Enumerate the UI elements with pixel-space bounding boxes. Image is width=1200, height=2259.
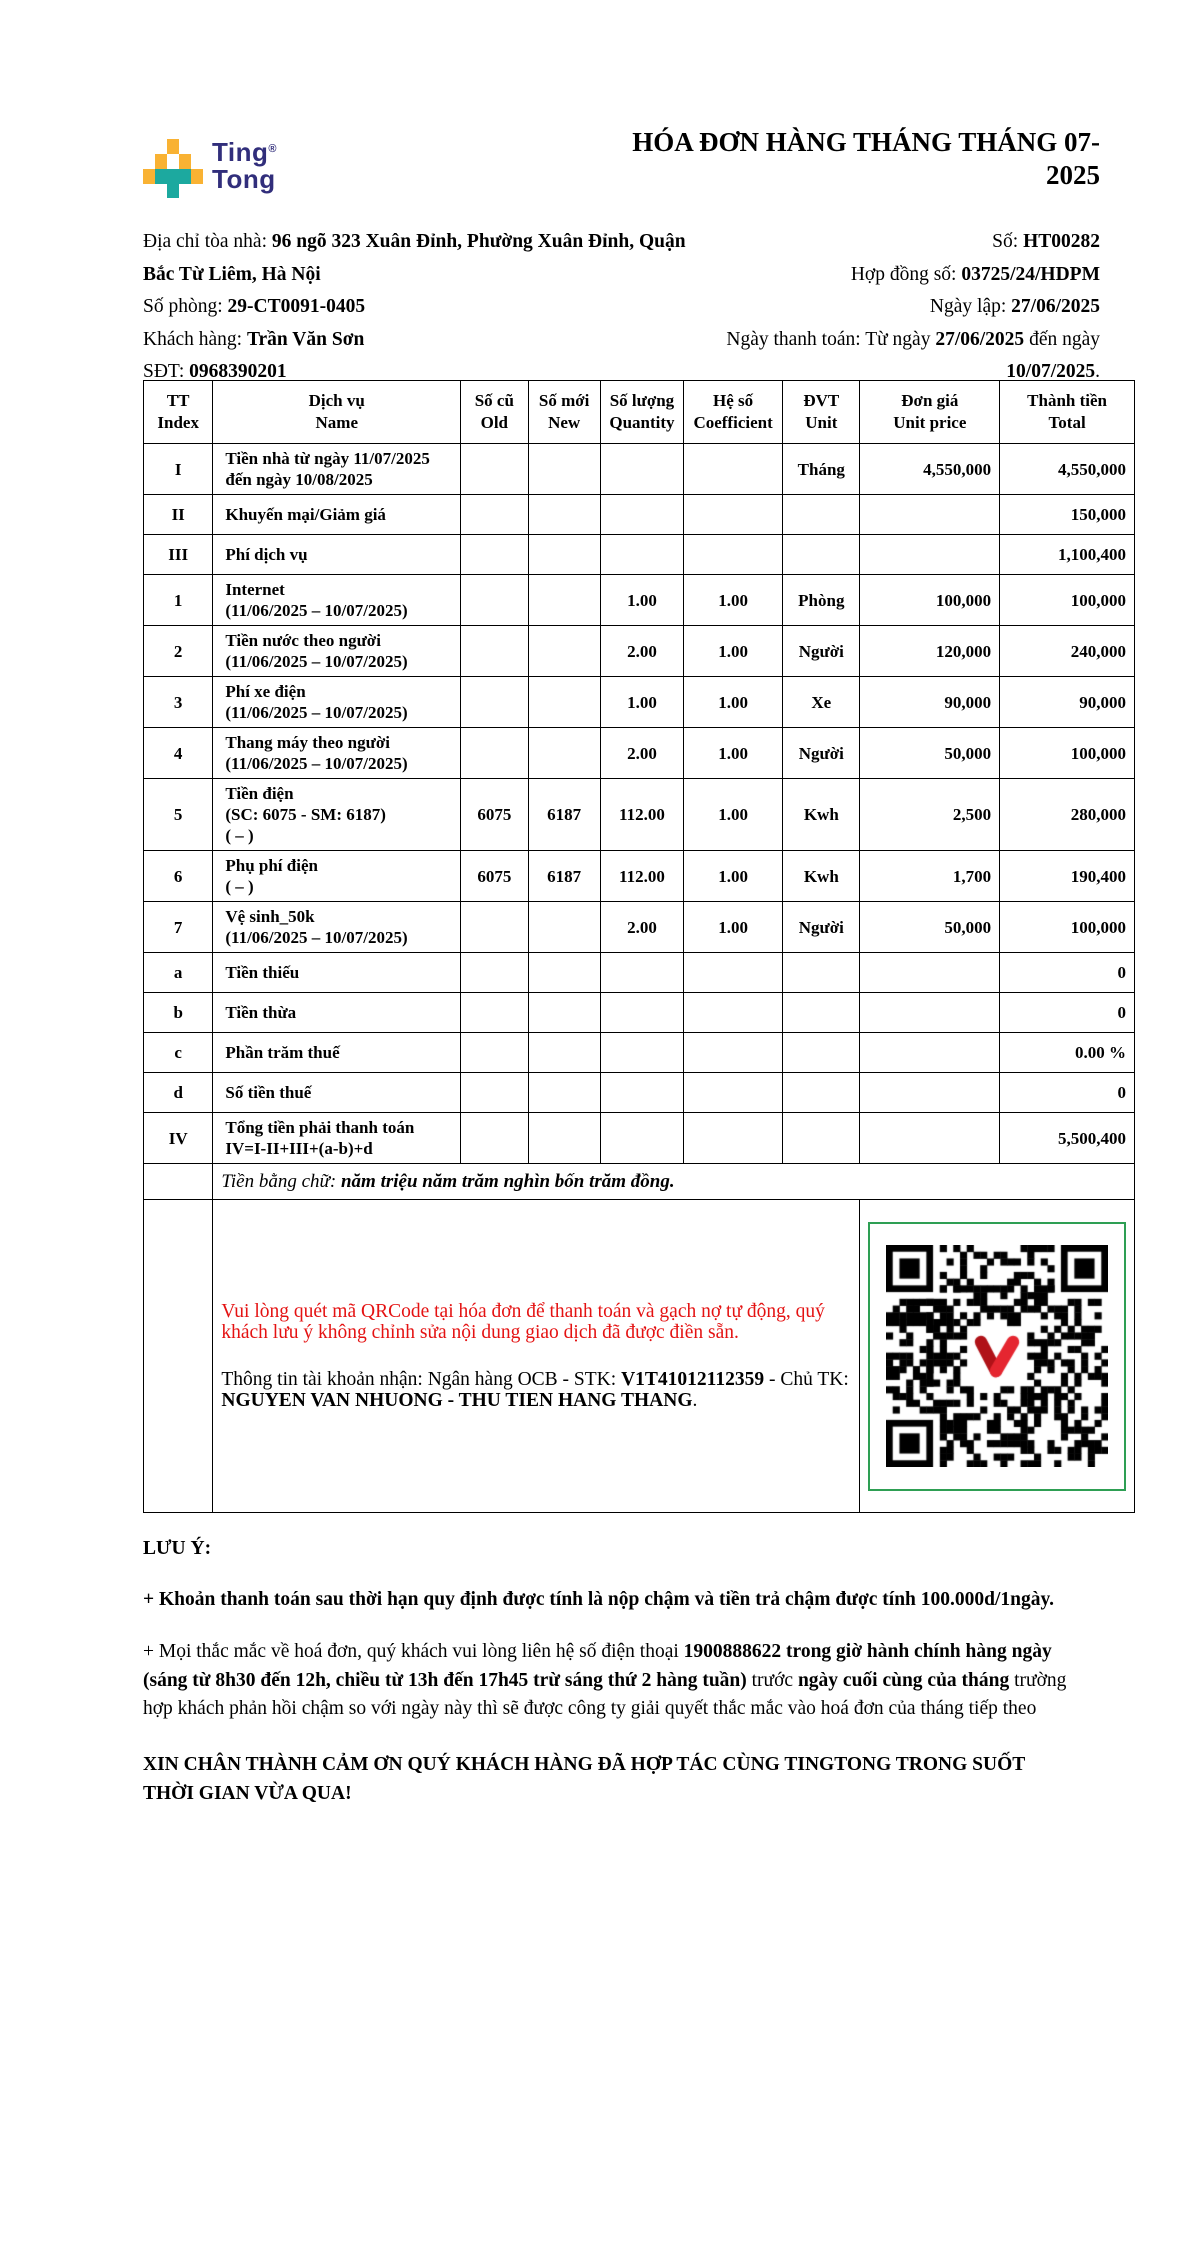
cell-new — [528, 626, 600, 677]
cell-total: 190,400 — [1000, 851, 1135, 902]
cell-old — [461, 495, 528, 535]
charge-row — [144, 779, 1135, 851]
cell-new: 6187 — [528, 779, 600, 851]
invoice-meta-line: Ngày thanh toán: Từ ngày 27/06/2025 đến ngày 10/07/2025. — [726, 328, 1100, 382]
payment-row — [144, 1200, 1135, 1513]
cell-coef: 1.00 — [684, 575, 783, 626]
cell-index: a — [144, 953, 213, 993]
cell-index — [144, 1164, 213, 1200]
cell-coef: 1.00 — [684, 677, 783, 728]
cell-coef — [684, 495, 783, 535]
cell-unit: Người — [783, 728, 860, 779]
charge-row — [144, 495, 1135, 535]
cell-qty: 1.00 — [600, 575, 683, 626]
vietqr-code — [886, 1245, 1108, 1467]
cell-old — [461, 902, 528, 953]
amount-in-words-row — [144, 1164, 1135, 1200]
cell-price — [860, 1073, 1000, 1113]
cell-price: 100,000 — [860, 575, 1000, 626]
cell-total: 1,100,400 — [1000, 535, 1135, 575]
payment-notice: Vui lòng quét mã QRCode tại hóa đơn để thanh toán và gạch nợ tự động, quý khách lưu ý không chỉnh sửa nội dung giao dịch đã được điền sẵn. — [221, 1301, 825, 1343]
brand-name-line2: Tong — [212, 164, 276, 194]
cell-total: 240,000 — [1000, 626, 1135, 677]
cell-price: 2,500 — [860, 779, 1000, 851]
cell-total: 100,000 — [1000, 902, 1135, 953]
cell-coef — [684, 1113, 783, 1164]
cell-name: Tiền thừa — [213, 993, 461, 1033]
cell-total: 0.00 % — [1000, 1033, 1135, 1073]
cell-qty: 2.00 — [600, 902, 683, 953]
charge-row — [144, 535, 1135, 575]
invoice-meta — [695, 226, 1100, 389]
building-info-line: Địa chỉ tòa nhà: 96 ngõ 323 Xuân Đỉnh, Phường Xuân Đỉnh, Quận — [143, 231, 686, 252]
charge-row — [144, 953, 1135, 993]
cell-index: IV — [144, 1113, 213, 1164]
note-contact: + Mọi thắc mắc về hoá đơn, quý khách vui lòng liên hệ số điện thoại 1900888622 trong giờ hành chính hàng ngày (sáng từ 8h30 đến 12h, chiều từ 13h đến 17h45 trừ sáng thứ 2 hàng tuần) trước ngày cuối cùng của tháng trường hợp khách phản hồi chậm so với ngày này thì sẽ được công ty giải quyết thắc mắc vào hoá đơn của tháng tiếp theo — [143, 1641, 1067, 1719]
cell-unit: Người — [783, 902, 860, 953]
cell-total: 4,550,000 — [1000, 444, 1135, 495]
cell-unit: Người — [783, 626, 860, 677]
cell-name: Thang máy theo người (11/06/2025 – 10/07/2025) — [213, 728, 461, 779]
cell-index: III — [144, 535, 213, 575]
notes-title: LƯU Ý: — [143, 1538, 212, 1559]
column-header: Số lượng Quantity — [600, 381, 683, 444]
cell-unit — [783, 1073, 860, 1113]
cell-old — [461, 575, 528, 626]
brand-name — [212, 136, 277, 193]
cell-new — [528, 444, 600, 495]
cell-new — [528, 495, 600, 535]
cell-price — [860, 953, 1000, 993]
cell-index: 2 — [144, 626, 213, 677]
amount-in-words-value: năm triệu năm trăm nghìn bốn trăm đồng. — [340, 1171, 675, 1192]
cell-new — [528, 1033, 600, 1073]
qr-cell — [860, 1200, 1135, 1513]
column-header: Đơn giá Unit price — [860, 381, 1000, 444]
cell-name: Tiền nước theo người (11/06/2025 – 10/07/2025) — [213, 626, 461, 677]
brand-name-line1: Ting — [212, 137, 269, 167]
building-info-line: Bắc Từ Liêm, Hà Nội — [143, 263, 321, 285]
cell-total: 90,000 — [1000, 677, 1135, 728]
cell-name: Khuyến mại/Giảm giá — [213, 495, 461, 535]
cell-qty — [600, 993, 683, 1033]
cell-total: 150,000 — [1000, 495, 1135, 535]
cell-name: Internet (11/06/2025 – 10/07/2025) — [213, 575, 461, 626]
cell-new — [528, 993, 600, 1033]
cell-unit: Xe — [783, 677, 860, 728]
cell-unit: Tháng — [783, 444, 860, 495]
cell-index: 4 — [144, 728, 213, 779]
cell-total: 100,000 — [1000, 728, 1135, 779]
cell-total: 100,000 — [1000, 575, 1135, 626]
amount-in-words-label: Tiền bằng chữ: — [221, 1171, 341, 1192]
cell-index: 5 — [144, 779, 213, 851]
charge-row — [144, 444, 1135, 495]
cell-price: 90,000 — [860, 677, 1000, 728]
cell-price — [860, 1033, 1000, 1073]
cell-name: Phụ phí điện ( – ) — [213, 851, 461, 902]
cell-index — [144, 1200, 213, 1513]
cell-new — [528, 1113, 600, 1164]
cell-qty — [600, 495, 683, 535]
cell-price — [860, 1113, 1000, 1164]
column-header: Số cũ Old — [461, 381, 528, 444]
cell-new — [528, 535, 600, 575]
charge-row — [144, 1113, 1135, 1164]
cell-name: Phần trăm thuế — [213, 1033, 461, 1073]
cell-unit — [783, 1113, 860, 1164]
cell-unit — [783, 495, 860, 535]
cell-unit — [783, 1033, 860, 1073]
cell-price: 50,000 — [860, 902, 1000, 953]
cell-coef: 1.00 — [684, 779, 783, 851]
charge-row — [144, 1033, 1135, 1073]
cell-price — [860, 495, 1000, 535]
cell-coef: 1.00 — [684, 728, 783, 779]
cell-price: 120,000 — [860, 626, 1000, 677]
invoice-meta-line: Ngày lập: 27/06/2025 — [929, 296, 1100, 317]
cell-index: II — [144, 495, 213, 535]
cell-index: 3 — [144, 677, 213, 728]
cell-price: 50,000 — [860, 728, 1000, 779]
cell-name: Tổng tiền phải thanh toán IV=I-II+III+(a-b)+d — [213, 1113, 461, 1164]
cell-total: 280,000 — [1000, 779, 1135, 851]
cell-old — [461, 535, 528, 575]
cell-qty: 112.00 — [600, 851, 683, 902]
cell-qty: 2.00 — [600, 728, 683, 779]
cell-coef: 1.00 — [684, 902, 783, 953]
charge-row — [144, 993, 1135, 1033]
cell-qty — [600, 1033, 683, 1073]
invoice-meta-line: Hợp đồng số: 03725/24/HDPM — [850, 263, 1100, 285]
cell-coef — [684, 1033, 783, 1073]
cell-old — [461, 677, 528, 728]
cell-coef: 1.00 — [684, 626, 783, 677]
charge-row — [144, 851, 1135, 902]
cell-name: Phí xe điện (11/06/2025 – 10/07/2025) — [213, 677, 461, 728]
building-info-line: SĐT: 0968390201 — [143, 361, 287, 382]
cell-index: 6 — [144, 851, 213, 902]
invoice-meta-line: Số: HT00282 — [992, 231, 1100, 252]
cell-qty: 2.00 — [600, 626, 683, 677]
cell-unit: Kwh — [783, 779, 860, 851]
cell-name: Vệ sinh_50k (11/06/2025 – 10/07/2025) — [213, 902, 461, 953]
cell-qty: 112.00 — [600, 779, 683, 851]
cell-qty — [600, 953, 683, 993]
column-header: Thành tiền Total — [1000, 381, 1135, 444]
cell-index: 1 — [144, 575, 213, 626]
cell-coef — [684, 1073, 783, 1113]
building-info — [143, 226, 695, 389]
building-info-line: Số phòng: 29-CT0091-0405 — [143, 296, 366, 317]
cell-unit: Phòng — [783, 575, 860, 626]
cell-new — [528, 575, 600, 626]
cell-old: 6075 — [461, 779, 528, 851]
cell-name: Tiền điện (SC: 6075 - SM: 6187) ( – ) — [213, 779, 461, 851]
cell-coef — [684, 535, 783, 575]
cell-unit — [783, 535, 860, 575]
amount-in-words — [213, 1164, 1135, 1200]
cell-old — [461, 993, 528, 1033]
registered-mark: ® — [268, 143, 278, 155]
cell-name: Số tiền thuế — [213, 1073, 461, 1113]
cell-old — [461, 953, 528, 993]
cell-total: 0 — [1000, 993, 1135, 1033]
cell-name: Tiền nhà từ ngày 11/07/2025 đến ngày 10/08/2025 — [213, 444, 461, 495]
cell-coef: 1.00 — [684, 851, 783, 902]
cell-coef — [684, 953, 783, 993]
cell-coef — [684, 993, 783, 1033]
column-header: Số mới New — [528, 381, 600, 444]
cell-total: 0 — [1000, 953, 1135, 993]
column-header: Hệ số Coefficient — [684, 381, 783, 444]
charge-row — [144, 626, 1135, 677]
column-header: ĐVT Unit — [783, 381, 860, 444]
cell-name: Phí dịch vụ — [213, 535, 461, 575]
cell-old — [461, 728, 528, 779]
cell-index: d — [144, 1073, 213, 1113]
building-info-line: Khách hàng: Trần Văn Sơn — [143, 328, 365, 350]
thanks-message: XIN CHÂN THÀNH CẢM ƠN QUÝ KHÁCH HÀNG ĐÃ HỢP TÁC CÙNG TINGTONG TRONG SUỐT THỜI GIAN VỪA QUA! — [143, 1753, 1025, 1804]
cell-old — [461, 1033, 528, 1073]
cell-old: 6075 — [461, 851, 528, 902]
charge-row — [144, 677, 1135, 728]
cell-old — [461, 444, 528, 495]
column-header: Dịch vụ Name — [213, 381, 461, 444]
notes-section — [143, 1538, 1075, 1808]
invoice-title: HÓA ĐƠN HÀNG THÁNG THÁNG 07-2025 — [632, 127, 1100, 190]
charge-row — [144, 1073, 1135, 1113]
cell-qty — [600, 535, 683, 575]
cell-old — [461, 626, 528, 677]
cell-index: 7 — [144, 902, 213, 953]
cell-new — [528, 728, 600, 779]
account-info: Thông tin tài khoản nhận: Ngân hàng OCB - STK: V1T41012112359 - Chủ TK: NGUYEN VAN NHUONG - THU TIEN HANG THANG. — [221, 1369, 849, 1411]
cell-new: 6187 — [528, 851, 600, 902]
tingtong-pixel-tree-icon — [143, 139, 203, 198]
cell-name: Tiền thiếu — [213, 953, 461, 993]
column-header: TT Index — [144, 381, 213, 444]
cell-new — [528, 902, 600, 953]
charge-row — [144, 902, 1135, 953]
cell-unit — [783, 953, 860, 993]
cell-qty: 1.00 — [600, 677, 683, 728]
cell-price — [860, 535, 1000, 575]
cell-price: 1,700 — [860, 851, 1000, 902]
info-section — [143, 226, 1100, 389]
cell-total: 5,500,400 — [1000, 1113, 1135, 1164]
cell-price: 4,550,000 — [860, 444, 1000, 495]
cell-unit — [783, 993, 860, 1033]
qr-code-frame — [868, 1222, 1126, 1491]
charges-table — [143, 380, 1135, 1513]
cell-unit: Kwh — [783, 851, 860, 902]
cell-qty — [600, 1073, 683, 1113]
cell-new — [528, 1073, 600, 1113]
cell-qty — [600, 444, 683, 495]
cell-total: 0 — [1000, 1073, 1135, 1113]
payment-instructions — [213, 1200, 860, 1513]
table-header-row — [144, 381, 1135, 444]
note-late-fee: + Khoản thanh toán sau thời hạn quy định được tính là nộp chậm và tiền trả chậm được tính 100.000d/1ngày. — [143, 1589, 1055, 1610]
cell-old — [461, 1073, 528, 1113]
cell-new — [528, 953, 600, 993]
cell-old — [461, 1113, 528, 1164]
cell-qty — [600, 1113, 683, 1164]
cell-index: c — [144, 1033, 213, 1073]
cell-price — [860, 993, 1000, 1033]
charge-row — [144, 728, 1135, 779]
brand-logo — [143, 136, 277, 198]
cell-new — [528, 677, 600, 728]
charge-row — [144, 575, 1135, 626]
cell-coef — [684, 444, 783, 495]
cell-index: I — [144, 444, 213, 495]
cell-index: b — [144, 993, 213, 1033]
